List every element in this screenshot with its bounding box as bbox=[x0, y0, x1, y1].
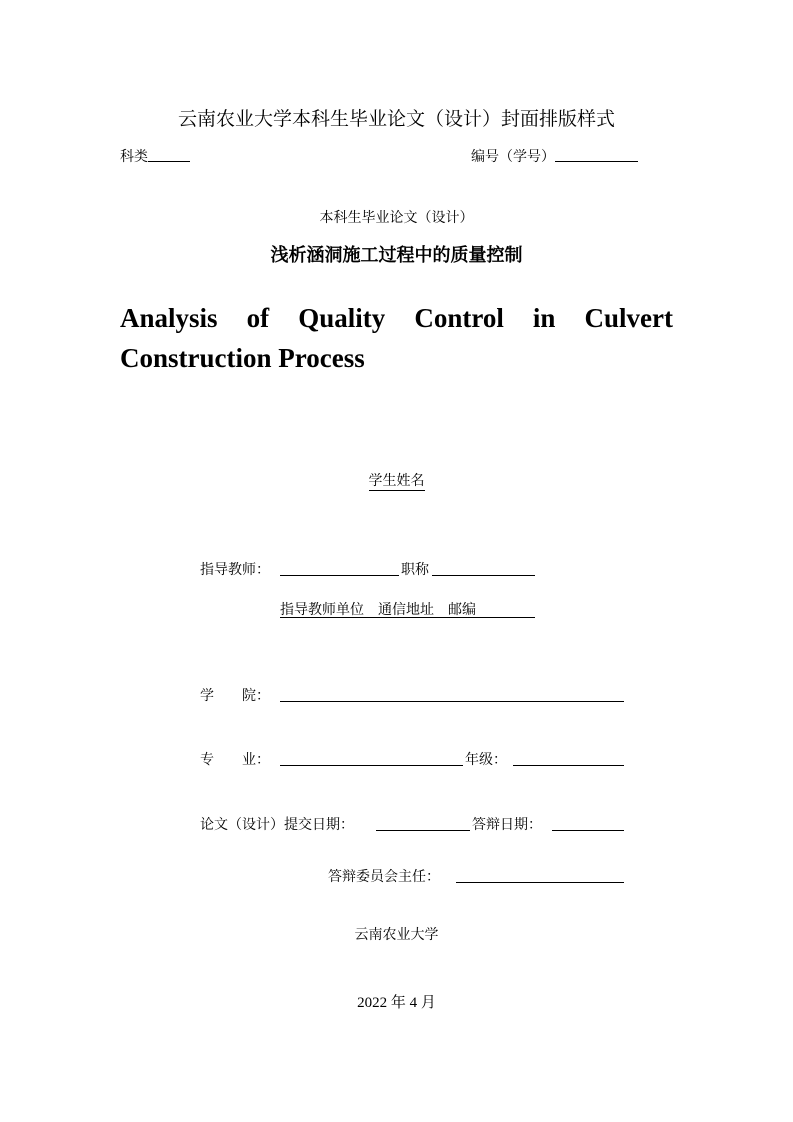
college-field-line[interactable] bbox=[280, 701, 624, 702]
college-label: 学 院： bbox=[200, 688, 270, 704]
advisor-title-field-line[interactable] bbox=[432, 575, 535, 576]
advisor-field-line[interactable] bbox=[280, 575, 399, 576]
cover-format-title: 云南农业大学本科生毕业论文（设计）封面排版样式 bbox=[177, 108, 615, 130]
submit-date-label: 论文（设计）提交日期： bbox=[200, 817, 354, 833]
advisor-info-underline bbox=[280, 617, 535, 618]
advisor-label: 指导教师： bbox=[200, 562, 270, 578]
student-name-label: 学生姓名 bbox=[368, 473, 425, 489]
advisor-title-label: 职称 bbox=[401, 562, 429, 578]
category-label: 科类 bbox=[120, 149, 148, 165]
defense-date-field-line[interactable] bbox=[552, 830, 624, 831]
student-number-label: 编号（学号） bbox=[471, 149, 555, 165]
thesis-type-label: 本科生毕业论文（设计） bbox=[319, 210, 474, 226]
english-thesis-title: Analysis of Quality Control in Culvert Construction Process bbox=[120, 303, 673, 373]
major-field-line[interactable] bbox=[280, 765, 463, 766]
student-number-field-line[interactable] bbox=[555, 161, 638, 162]
committee-chair-label: 答辩委员会主任： bbox=[328, 869, 440, 885]
major-label: 专 业： bbox=[200, 752, 270, 768]
chinese-thesis-title: 浅析涵洞施工过程中的质量控制 bbox=[270, 245, 523, 266]
grade-field-line[interactable] bbox=[513, 765, 624, 766]
submit-date-field-line[interactable] bbox=[376, 830, 470, 831]
grade-label: 年级： bbox=[465, 752, 507, 768]
cover-date: 2022 年 4 月 bbox=[357, 995, 436, 1011]
advisor-info-line: 指导教师单位 通信地址 邮编 bbox=[280, 602, 476, 618]
category-field-line[interactable] bbox=[148, 161, 190, 162]
defense-date-label: 答辩日期： bbox=[472, 817, 542, 833]
committee-chair-field-line[interactable] bbox=[456, 882, 624, 883]
university-name: 云南农业大学 bbox=[354, 927, 439, 943]
